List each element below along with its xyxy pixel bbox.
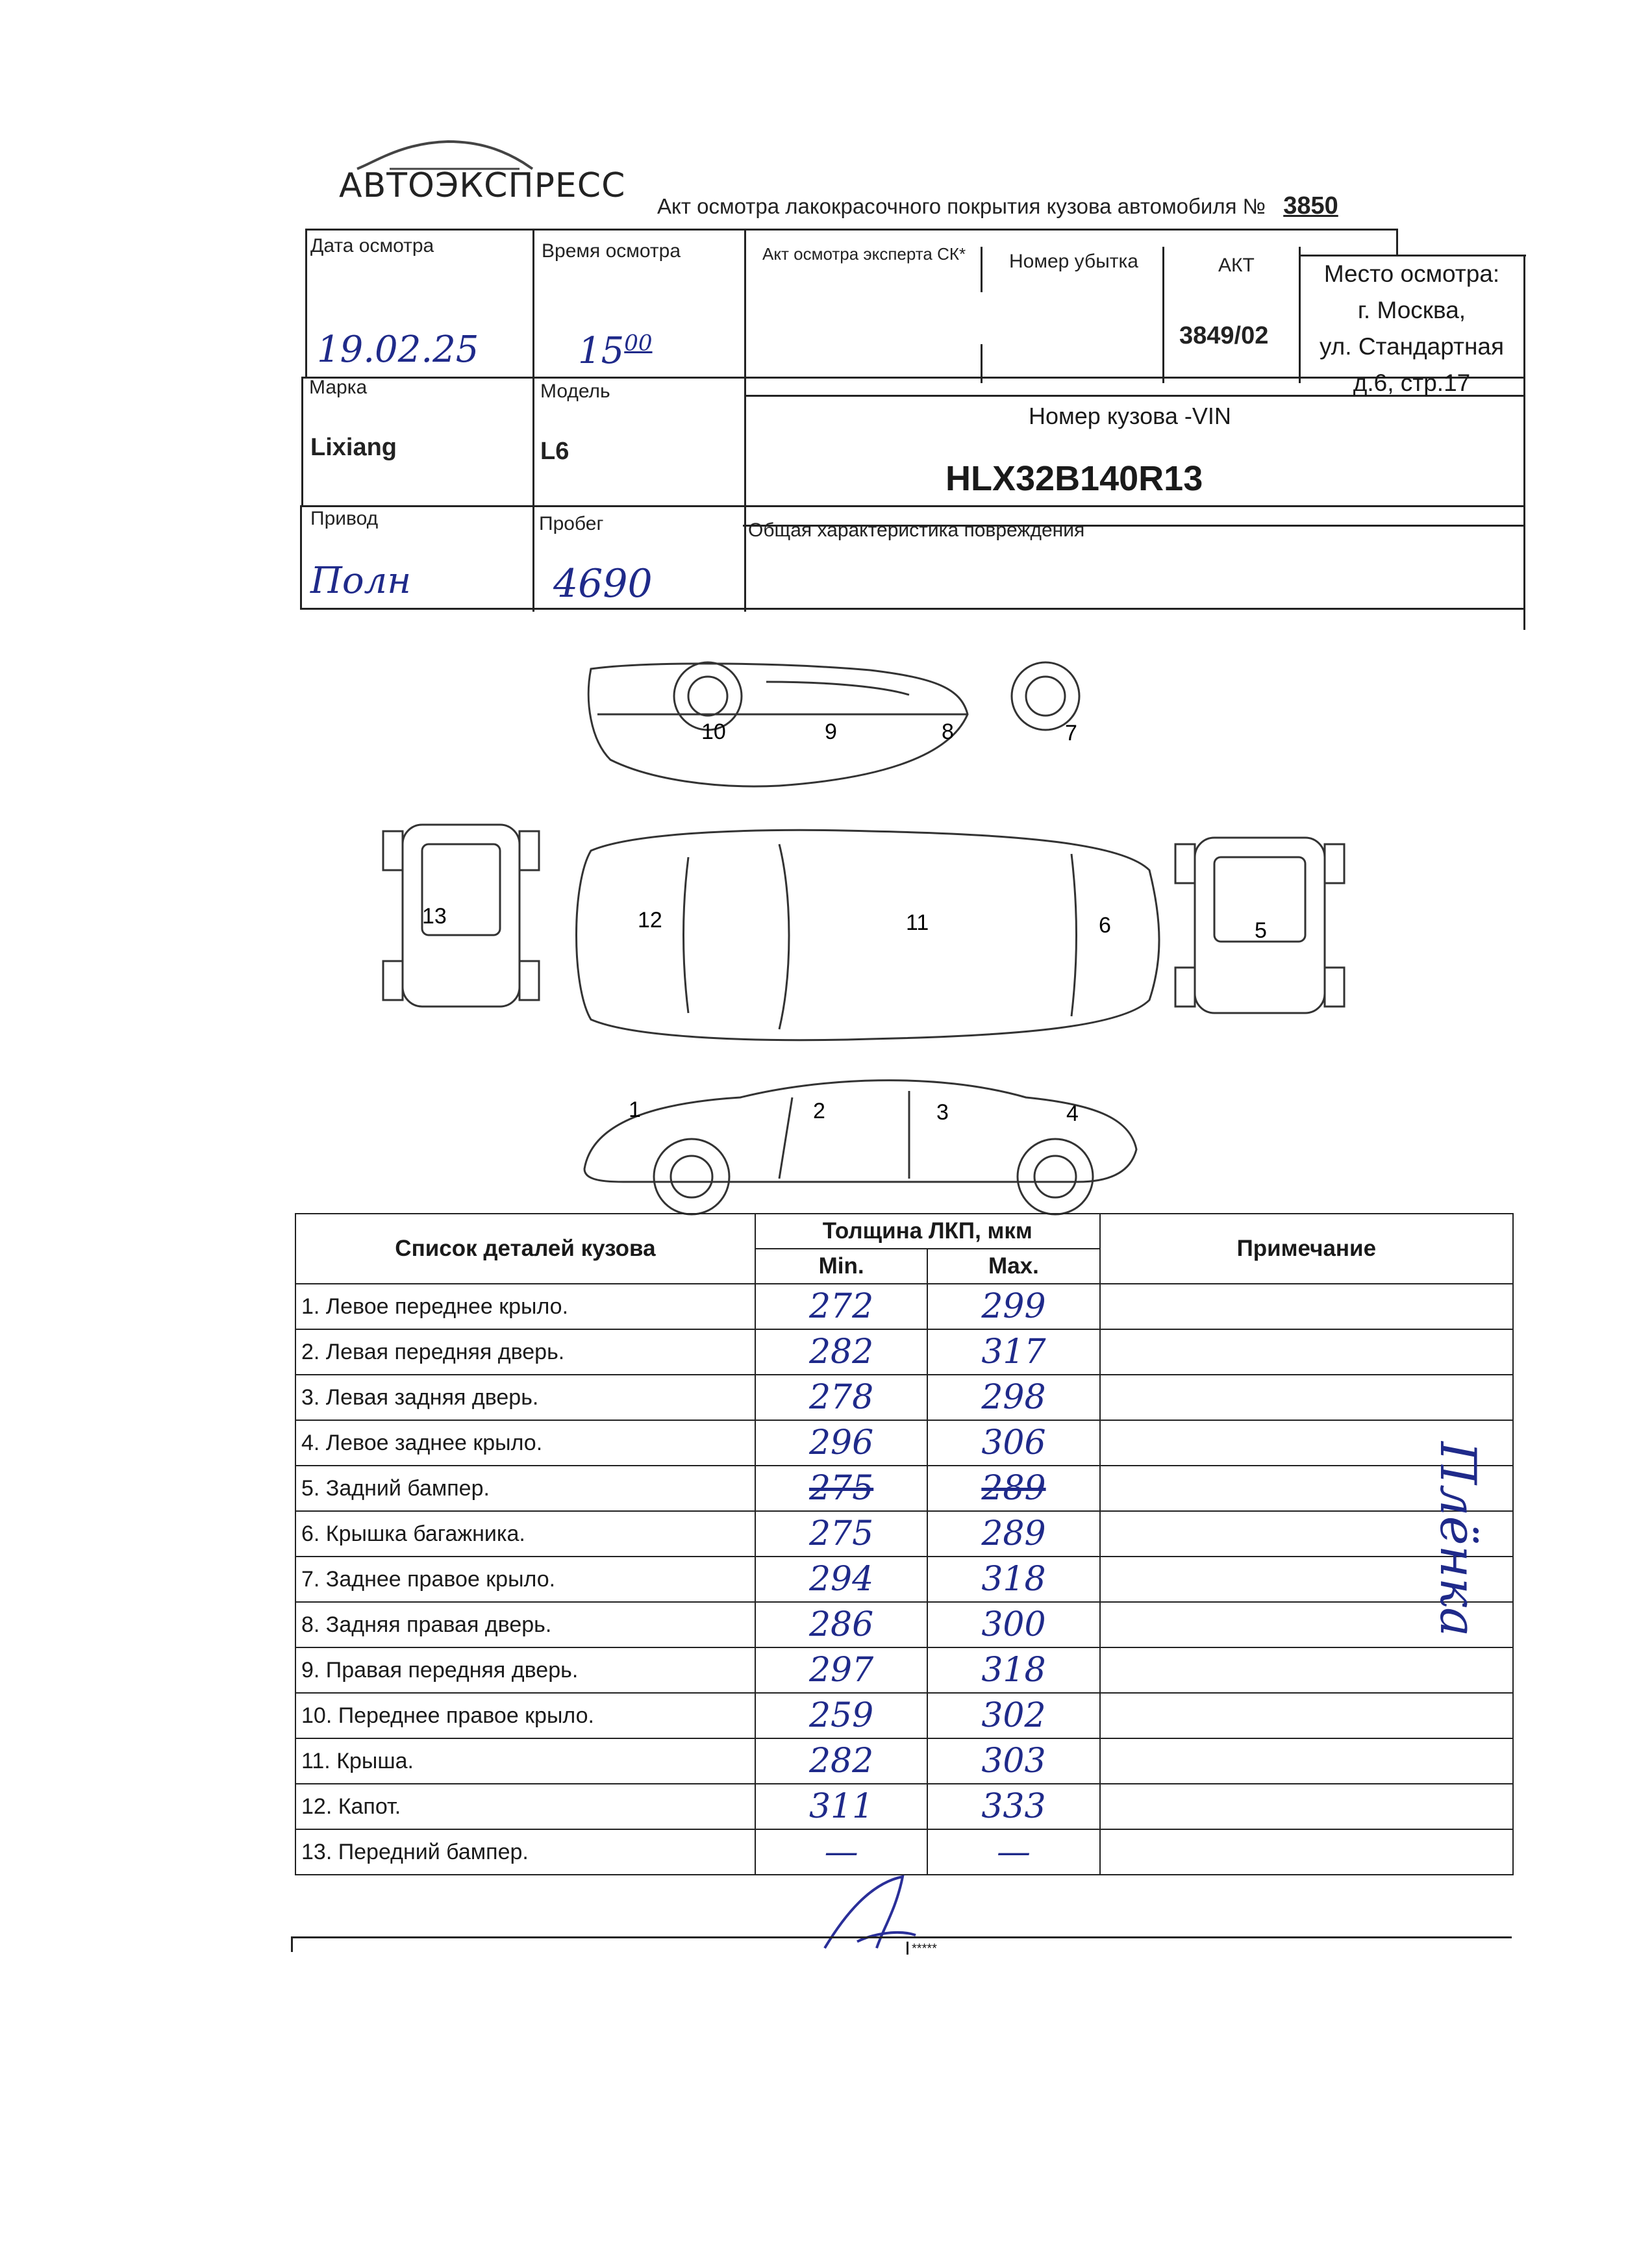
table-row [295,1466,1513,1511]
table-row [295,1784,1513,1829]
diagram-label-9: 9 [825,720,837,744]
place-label: Место осмотра: [1323,260,1500,287]
part-name: 11. Крыша. [295,1738,755,1784]
note-cell [1100,1284,1513,1329]
table-row [295,1511,1513,1557]
part-name: 4. Левое заднее крыло. [295,1420,755,1466]
max-value: 317 [927,1329,1099,1375]
place-block [1301,256,1522,401]
side-note: Плёнка [1429,1442,1487,1637]
part-name: 5. Задний бампер. [295,1466,755,1511]
part-name: 8. Задняя правая дверь. [295,1602,755,1647]
max-value-struck: 289 [927,1466,1099,1511]
time-value [578,330,653,372]
date-label: Дата осмотра [310,235,434,257]
akt-label: АКТ [1218,255,1255,276]
table-row [295,1602,1513,1647]
col-max-header: Max. [927,1249,1099,1284]
min-value: 275 [755,1511,927,1557]
part-name: 12. Капот. [295,1784,755,1829]
diagram-label-5: 5 [1255,918,1267,943]
car-body-diagram [377,649,1364,1221]
max-value: 306 [927,1420,1099,1466]
min-value: 259 [755,1693,927,1738]
company-logo: АВТОЭКСПРЕСС [339,166,626,205]
paint-thickness-table [295,1213,1514,1875]
drive-label: Привод [310,508,379,529]
note-cell [1100,1829,1513,1875]
mileage-value: 4690 [553,561,653,607]
col-thickness-header: Толщина ЛКП, мкм [755,1214,1100,1249]
table-row [295,1647,1513,1693]
max-value: 298 [927,1375,1099,1420]
place-line-1: г. Москва, [1357,297,1466,323]
min-value: 294 [755,1557,927,1602]
car-front-view [403,825,519,1007]
brand-value: Lixiang [310,434,397,461]
akt-value: 3849/02 [1179,322,1269,349]
diagram-label-12: 12 [638,908,662,932]
min-value: — [755,1829,927,1875]
vin-value: HLX32B140R13 [945,459,1203,498]
vin-label: Номер кузова -VIN [1029,403,1231,429]
diagram-label-4: 4 [1066,1101,1079,1126]
table-row [295,1375,1513,1420]
document-title [657,192,1338,220]
part-name: 2. Левая передняя дверь. [295,1329,755,1375]
expert-act-label: Акт осмотра эксперта СК* [762,244,966,264]
act-number: 3850 [1283,192,1338,219]
place-line-2: ул. Стандартная [1319,333,1505,360]
time-hours: 15 [578,330,625,372]
damage-label: Общая характеристика повреждения [748,519,1085,541]
diagram-label-7: 7 [1065,721,1077,745]
part-name: 3. Левая задняя дверь. [295,1375,755,1420]
date-value: 19.02.25 [317,329,479,371]
col-min-header: Min. [755,1249,927,1284]
table-row [295,1693,1513,1738]
diagram-label-1: 1 [629,1097,641,1122]
min-value: 297 [755,1647,927,1693]
max-value: 300 [927,1602,1099,1647]
diagram-label-8: 8 [942,720,954,744]
part-name: 1. Левое переднее крыло. [295,1284,755,1329]
max-value: 289 [927,1511,1099,1557]
max-value: 333 [927,1784,1099,1829]
table-row [295,1420,1513,1466]
note-cell [1100,1693,1513,1738]
max-value: 299 [927,1284,1099,1329]
min-value: 282 [755,1738,927,1784]
max-value: — [927,1829,1099,1875]
min-value: 296 [755,1420,927,1466]
footer-mark: ***** [912,1942,937,1956]
part-name: 13. Передний бампер. [295,1829,755,1875]
brand-label: Марка [309,377,368,398]
title-text: Акт осмотра лакокрасочного покрытия кузова автомобиля № [657,194,1266,218]
max-value: 303 [927,1738,1099,1784]
diagram-label-6: 6 [1099,913,1111,938]
mileage-label: Пробег [539,513,604,534]
loss-number-label: Номер убытка [1009,251,1138,272]
max-value: 318 [927,1647,1099,1693]
table-row [295,1329,1513,1375]
part-name: 10. Переднее правое крыло. [295,1693,755,1738]
place-line-3: д.6, стр.17 [1353,369,1471,396]
max-value: 318 [927,1557,1099,1602]
max-value: 302 [927,1693,1099,1738]
min-value: 311 [755,1784,927,1829]
diagram-label-11: 11 [906,910,929,935]
part-name: 6. Крышка багажника. [295,1511,755,1557]
min-value: 282 [755,1329,927,1375]
note-cell [1100,1375,1513,1420]
part-name: 7. Заднее правое крыло. [295,1557,755,1602]
note-cell [1100,1647,1513,1693]
min-value: 272 [755,1284,927,1329]
table-row [295,1557,1513,1602]
model-value: L6 [540,438,569,465]
table-row [295,1738,1513,1784]
table-row [295,1284,1513,1329]
min-value: 278 [755,1375,927,1420]
min-value: 286 [755,1602,927,1647]
diagram-label-10: 10 [701,720,726,744]
car-left-side-outline [584,1081,1136,1182]
diagram-label-13: 13 [422,904,447,929]
col-note-header: Примечание [1100,1214,1513,1284]
time-label: Время осмотра [542,240,681,262]
drive-value: Полн [310,560,412,602]
note-cell [1100,1738,1513,1784]
note-cell [1100,1784,1513,1829]
min-value-struck: 275 [755,1466,927,1511]
diagram-label-3: 3 [936,1100,949,1125]
part-name: 9. Правая передняя дверь. [295,1647,755,1693]
time-minutes: 00 [624,330,653,357]
diagram-label-2: 2 [813,1099,825,1123]
table-row [295,1829,1513,1875]
note-cell [1100,1329,1513,1375]
col-parts-header: Список деталей кузова [295,1214,755,1284]
model-label: Модель [540,381,610,402]
